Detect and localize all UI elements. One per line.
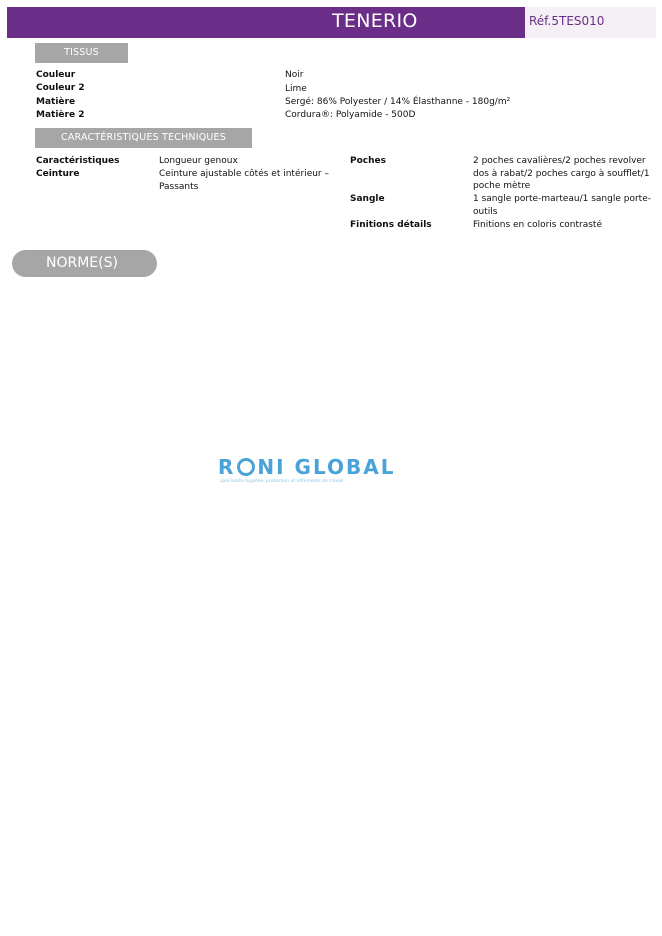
logo-o-icon (237, 458, 255, 476)
caract-value-poches: 2 poches cavalières/2 poches revolver dos à rabat/2 poches cargo à soufflet/1 poche mètre (473, 156, 650, 191)
roni-global-logo (218, 455, 396, 487)
caract-value-sangle: 1 sangle porte-marteau/1 sangle porte-outils (473, 194, 651, 217)
tissus-value-couleur-2: Lime (285, 84, 307, 94)
norme-heading: NORME(S) (12, 250, 157, 277)
section-tissus-heading: TISSUS (35, 43, 128, 63)
logo-tagline: spécialiste hygiène, protection et vêtements de travail (220, 479, 344, 484)
tissus-value-couleur: Noir (285, 70, 304, 80)
caract-label-finitions: Finitions détails (350, 220, 432, 230)
tissus-label-matiere-2: Matière 2 (36, 110, 85, 120)
caract-value-finitions: Finitions en coloris contrasté (473, 220, 602, 230)
caract-label-poches: Poches (350, 156, 386, 166)
section-caracteristiques-heading: CARACTÉRISTIQUES TECHNIQUES (35, 128, 252, 148)
tissus-label-matiere: Matière (36, 97, 76, 107)
product-reference: Réf.5TES010 (529, 14, 605, 28)
caract-label-ceinture: Ceinture (36, 169, 80, 179)
tissus-value-matiere: Sergé: 86% Polyester / 14% Élasthanne - 180g/m² (285, 97, 511, 107)
logo-wordmark: R NI GLOBAL (218, 455, 396, 479)
caract-value-caracteristiques: Longueur genoux (159, 156, 238, 166)
tissus-value-matiere-2: Cordura®: Polyamide - 500D (285, 110, 416, 120)
caract-label-caracteristiques: Caractéristiques (36, 156, 120, 166)
header-bar (7, 7, 525, 38)
caract-label-sangle: Sangle (350, 194, 385, 204)
product-title: TENERIO (332, 10, 418, 32)
tissus-label-couleur-2: Couleur 2 (36, 83, 85, 93)
caract-value-ceinture: Ceinture ajustable côtés et intérieur – Passants (159, 169, 329, 192)
tissus-label-couleur: Couleur (36, 70, 76, 80)
